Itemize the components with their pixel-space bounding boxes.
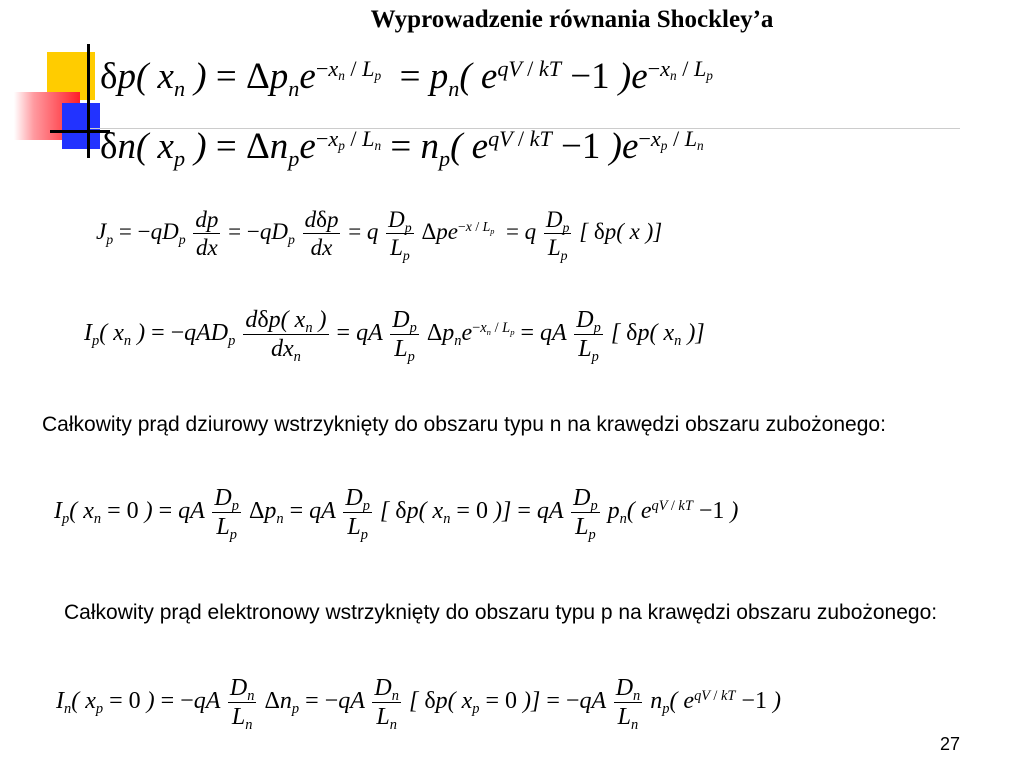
equation-hole-current: $I_p$( $x_n$ ) = −qAD$_p$ $\frac{d\delta p( x_n )}{dx_n}$ = qA $\frac{D_p}{L_p}$ $\Delta p_ne^{-x_n / L_p}$ = qA $\frac{D_p}{L_p}$ [ δp( $x_n$ )]	[84, 307, 705, 366]
equation-current-density: $J_p = -qD_p$ $\frac{dp}{dx}$ = $-qD_p$ $\frac{\text{dδp}}{dx}$ = q $\frac{D_p}{L_p}$ Δpe$^{-x / L_p}$ = q $\frac{D_p}{L_p}$ [ δp( x )]	[96, 207, 663, 263]
slide-title	[0, 6, 1024, 34]
page-number: 27	[939, 734, 960, 754]
paragraph-hole-current: Całkowity prąd dziurowy wstrzyknięty do obszaru typu n na krawędzi obszaru zubożonego:	[42, 413, 886, 436]
slide-title-text: Wyprowadzenie równania Shockley’a	[370, 6, 774, 33]
decor-vertical-line	[87, 44, 90, 158]
equation-electron-current-edge: $I_n$( $x_p = 0$ ) = −qA $\frac{D_n}{L_n}$ $\Delta n_p = -qA$ $\frac{D_n}{L_n}$ [ δp( $x_p = 0$ )] = −qA $\frac{D_n}{L_n}$ $n_p$( $e^{qV / kT} -1$ )	[56, 675, 781, 734]
decor-blue-square	[62, 103, 100, 149]
equation-hole-current-edge: $I_p$( $x_n = 0$ ) = qA $\frac{D_p}{L_p}$ $\Delta p_n$ = qA $\frac{D_p}{L_p}$ [ δp( $x_n = 0$ )] = qA $\frac{D_p}{L_p}$ $p_n$( $e^{qV / kT} -1$ )	[54, 485, 739, 544]
equation-electron-excess: δn( $x_p$ ) = $\Delta n_pe^{-x_p / L_n} = n_p$( $e^{qV / kT} -1$ )$e^{-x_p / L_n}$	[100, 125, 704, 171]
paragraph-electron-current: Całkowity prąd elektronowy wstrzyknięty do obszaru typu p na krawędzi obszaru zubożonego:	[64, 601, 938, 624]
equation-hole-excess: δp( $x_n$ ) = $\Delta p_ne^{-x_n / L_p} = p_n$( $e^{qV / kT} -1$ )$e^{-x_n / L_p}$	[100, 55, 713, 101]
